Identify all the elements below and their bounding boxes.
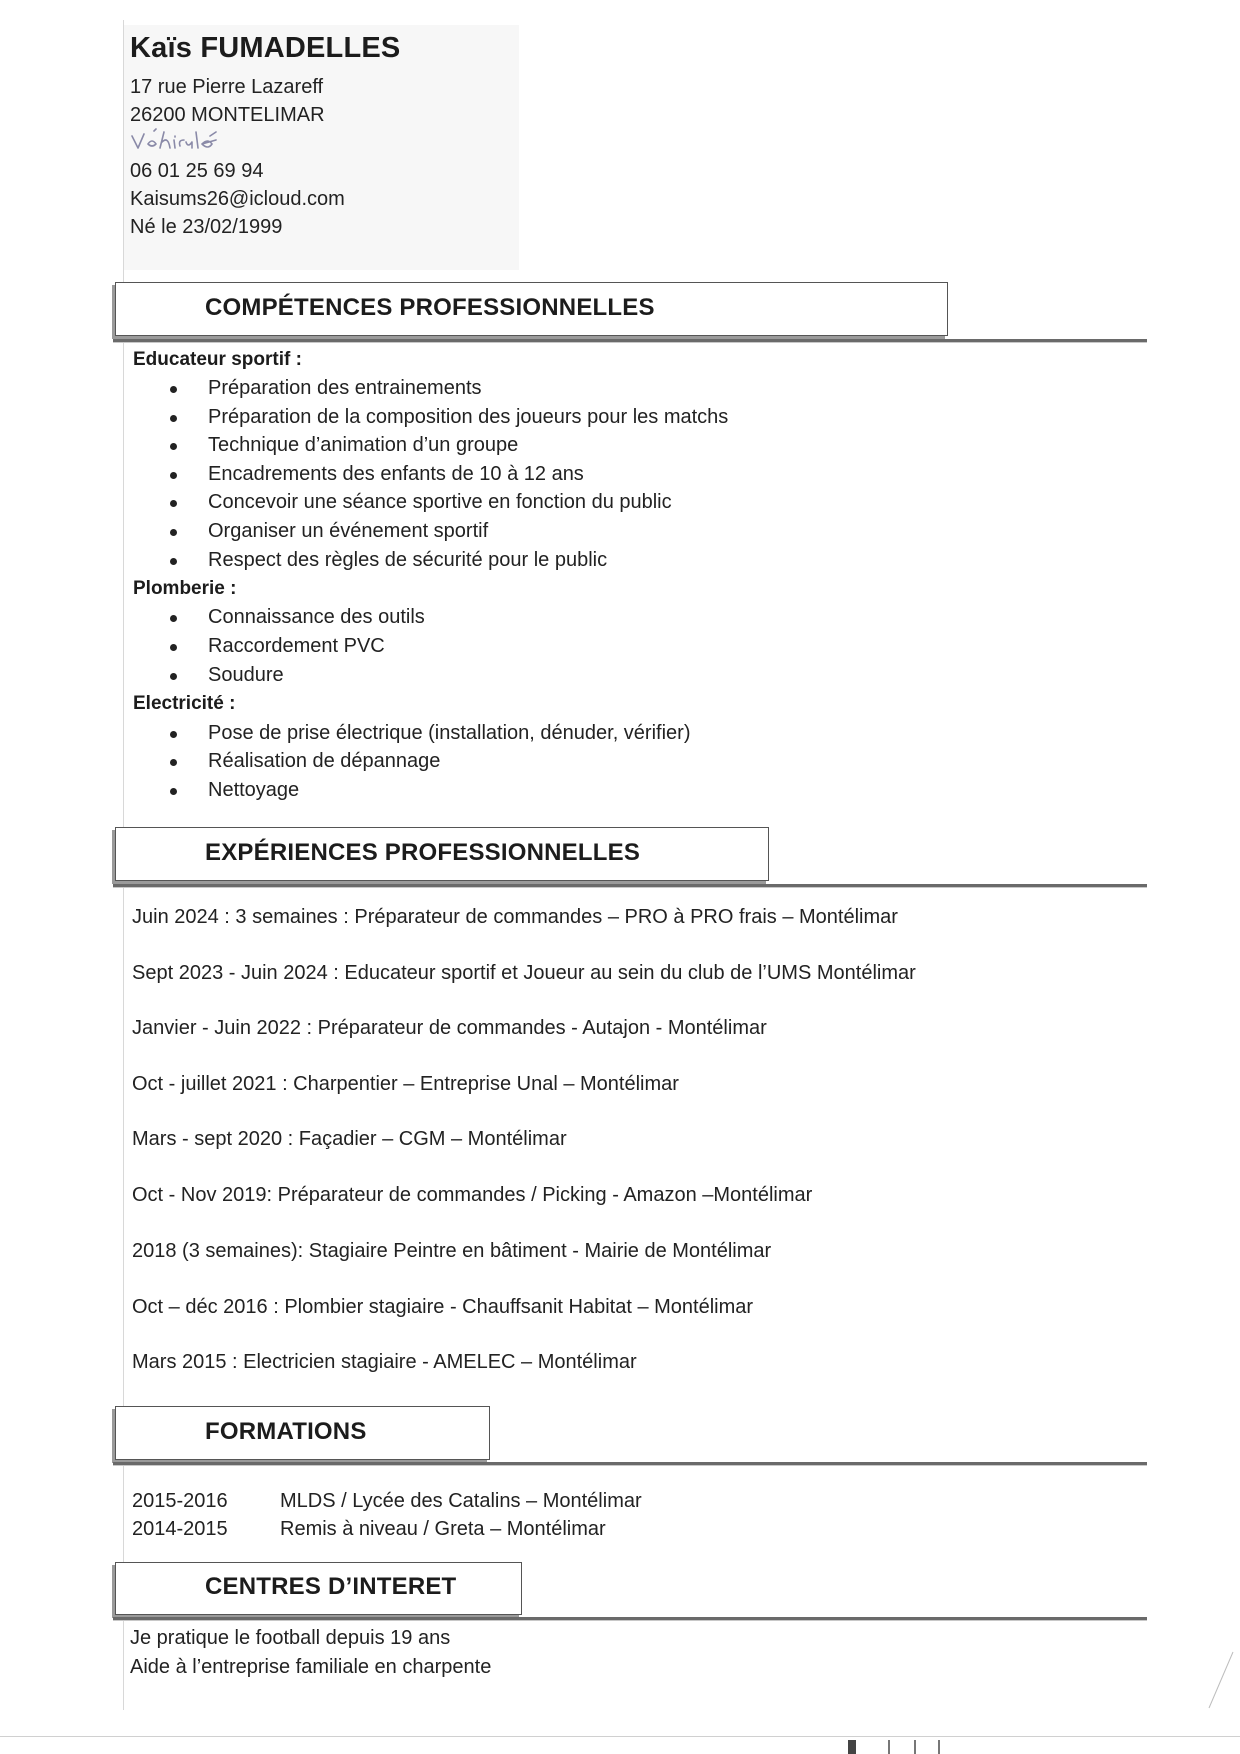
formation-year: 2015-2016	[132, 1490, 228, 1512]
bullet-icon	[170, 731, 177, 738]
email-address: Kaisums26@icloud.com	[130, 188, 345, 210]
bullet-icon	[170, 529, 177, 536]
scan-artifact-bars	[848, 1738, 948, 1754]
section-rule-competences	[113, 339, 1147, 343]
experience-item: 2018 (3 semaines): Stagiaire Peintre en bâtiment - Mairie de Montélimar	[132, 1240, 772, 1262]
bullet-icon	[170, 615, 177, 622]
experience-item: Janvier - Juin 2022 : Préparateur de commandes - Autajon - Montélimar	[132, 1017, 767, 1039]
handwritten-vehicule-note	[130, 128, 240, 154]
bullet-icon	[170, 472, 177, 479]
section-rule-experiences	[113, 884, 1147, 888]
experience-item: Mars 2015 : Electricien stagiaire - AMELEC – Montélimar	[132, 1351, 637, 1373]
category-plomberie: Plomberie :	[133, 578, 237, 599]
scan-artifact-line	[0, 1736, 1240, 1737]
section-title-competences: COMPÉTENCES PROFESSIONNELLES	[205, 294, 655, 321]
experience-item: Oct - juillet 2021 : Charpentier – Entreprise Unal – Montélimar	[132, 1073, 679, 1095]
phone-number: 06 01 25 69 94	[130, 160, 264, 182]
category-electricite: Electricité :	[133, 693, 236, 714]
section-rule-formations	[113, 1462, 1147, 1466]
bullet-icon	[170, 673, 177, 680]
bullet-icon	[170, 644, 177, 651]
experience-item: Mars - sept 2020 : Façadier – CGM – Montélimar	[132, 1128, 567, 1150]
formation-text: Remis à niveau / Greta – Montélimar	[280, 1518, 606, 1540]
bullet-icon	[170, 415, 177, 422]
section-rule-interets	[113, 1617, 1147, 1621]
interest-item: Aide à l’entreprise familiale en charpente	[130, 1656, 492, 1678]
address-line-2: 26200 MONTELIMAR	[130, 104, 325, 126]
section-title-experiences: EXPÉRIENCES PROFESSIONNELLES	[205, 839, 641, 866]
cv-page: Kaïs FUMADELLES 17 rue Pierre Lazareff 26200 MONTELIMAR 06 01 25 69 94 Kaisums26@icloud.com Né le 23/02/1999 COMPÉTENCES PROFESSIONNELLES Educateur sportif : Préparation des entrainements Préparation de la composition des joueurs pour les matchs Technique d’animation d’un groupe Encadrements des enfants de 10 à 12 ans Concevoir une séance sportive en fonction du public Organiser un événement sportif Respect des règles de sécurité pour le public Plomberie : Connaissance des outils Raccordement PVC Soudure Electricité : Pose de prise électrique (installation, dénuder, vérifier) Réalisation de dépannage Nettoyage EXPÉRIENCES PROFESSIONNELLES Juin 2024 : 3 semaines : Préparateur de commandes – PRO à PRO frais – Montélimar Sept 2023 - Juin 2024 : Educateur sportif et Joueur au sein du club de l’UMS Montélimar Janvier - Juin 2022 : Préparateur de commandes - Autajon - Montélimar Oct - juillet 2021 : Charpentier – Entreprise Unal – Montélimar Mars - sept 2020 : Façadier – CGM – Montélimar Oct - Nov 2019: Préparateur de commandes / Picking - Amazon –Montélimar 2018 (3 semaines): Stagiaire Peintre en bâtiment - Mairie de Montélimar Oct – déc 2016 : Plombier stagiaire - Chauffsanit Habitat – Montélimar Mars 2015 : Electricien stagiaire - AMELEC – Montélimar FORMATIONS 2015-2016 MLDS / Lycée des Catalins – Montélimar 2014-2015 Remis à niveau / Greta – Montélimar CENTRES D’INTERET Je pratique le football depuis 19 ans Aide à l’entreprise familiale en charpente	[0, 0, 1240, 1754]
scan-artifact-mark	[1205, 1650, 1235, 1710]
bullet-icon	[170, 788, 177, 795]
bullet-icon	[170, 759, 177, 766]
address-line-1: 17 rue Pierre Lazareff	[130, 76, 324, 98]
formation-text: MLDS / Lycée des Catalins – Montélimar	[280, 1490, 642, 1512]
section-title-interets: CENTRES D’INTERET	[205, 1573, 457, 1600]
candidate-name: Kaïs FUMADELLES	[130, 32, 401, 64]
bullet-icon	[170, 386, 177, 393]
experience-item: Juin 2024 : 3 semaines : Préparateur de commandes – PRO à PRO frais – Montélimar	[132, 906, 898, 928]
bullet-icon	[170, 443, 177, 450]
bullet-icon	[170, 500, 177, 507]
experience-item: Sept 2023 - Juin 2024 : Educateur sportif et Joueur au sein du club de l’UMS Montélimar	[132, 962, 916, 984]
bullet-icon	[170, 558, 177, 565]
formation-year: 2014-2015	[132, 1518, 228, 1540]
section-title-formations: FORMATIONS	[205, 1418, 367, 1445]
birth-date: Né le 23/02/1999	[130, 216, 283, 238]
category-educateur-sportif: Educateur sportif :	[133, 349, 302, 370]
interest-item: Je pratique le football depuis 19 ans	[130, 1627, 451, 1649]
experience-item: Oct – déc 2016 : Plombier stagiaire - Chauffsanit Habitat – Montélimar	[132, 1296, 754, 1318]
experience-item: Oct - Nov 2019: Préparateur de commandes / Picking - Amazon –Montélimar	[132, 1184, 813, 1206]
